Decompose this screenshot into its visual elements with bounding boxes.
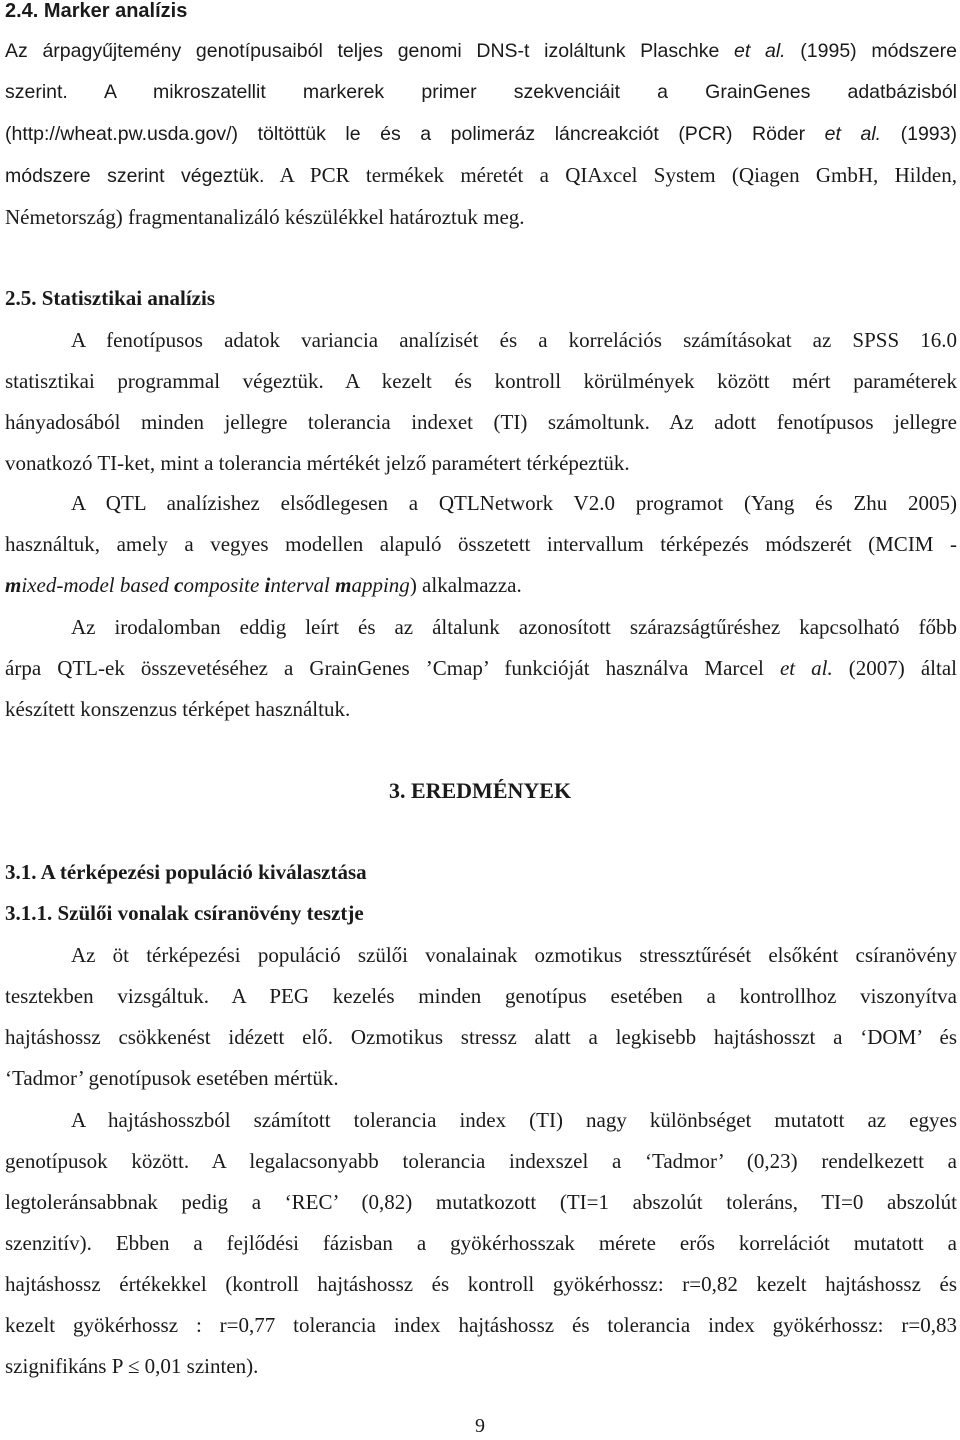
paragraph-statistical-analysis <box>5 320 957 484</box>
text-line: készített konszenzus térképet használtuk. <box>5 697 351 721</box>
chapter-heading-results: 3. EREDMÉNYEK <box>388 778 572 803</box>
text-line: használtuk, amely a vegyes modellen alapuló összetett intervallum térképezés módszerét (MCIM - <box>5 532 957 556</box>
text-line: Németország) fragmentanalizáló készülékkel határoztuk meg. <box>5 205 525 229</box>
text-line: szignifikáns P ≤ 0,01 szinten). <box>5 1354 259 1378</box>
section-heading-3-1: 3.1. A térképezési populáció kiválasztása <box>5 860 367 884</box>
text-line: legtoleránsabbnak pedig a ‘REC’ (0,82) mutatkozott (TI=1 abszolút toleráns, TI=0 abszolút <box>5 1190 957 1214</box>
text-line: Az irodalomban eddig leírt és az általunk azonosított szárazságtűréshez kapcsolható főbb <box>71 615 957 639</box>
paragraph-tolerance-index <box>5 1100 957 1387</box>
section-heading-2-4: 2.4. Marker analízis <box>5 0 188 22</box>
text-line: szenzitív). Ebben a fejlődési fázisban a gyökérhosszak mérete erős korrelációt mutatott a <box>5 1231 957 1255</box>
paragraph-consensus-map <box>5 607 957 730</box>
text-line: A hajtáshosszból számított tolerancia index (TI) nagy különbséget mutatott az egyes <box>71 1108 957 1132</box>
text-line: árpa QTL-ek összevetéséhez a GrainGenes ’Cmap’ funkcióját használva Marcel et al. (2007) által <box>5 656 957 680</box>
text-line: kezelt gyökérhossz : r=0,77 tolerancia index hajtáshossz és tolerancia index gyökérhossz: r=0,83 <box>5 1313 957 1337</box>
text-line: hajtáshossz értékekkel (kontroll hajtáshossz és kontroll gyökérhossz: r=0,82 kezelt hajtáshossz és <box>5 1272 957 1296</box>
page-number: 9 <box>475 1415 485 1437</box>
text-line: tesztekben vizsgáltuk. A PEG kezelés minden genotípus esetében a kontrollhoz viszonyítva <box>5 984 957 1008</box>
section-heading-2-5: 2.5. Statisztikai analízis <box>5 286 216 310</box>
text-line: genotípusok között. A legalacsonyabb tolerancia indexszel a ‘Tadmor’ (0,23) rendelkezett a <box>5 1149 957 1173</box>
text-line: vonatkozó TI-ket, mint a tolerancia mértékét jelző paramétert térképeztük. <box>5 451 630 475</box>
text-line: hányadosából minden jellegre tolerancia indexet (TI) számoltunk. Az adott fenotípusos jellegre <box>5 410 957 434</box>
paragraph-marker-analysis <box>5 30 957 238</box>
text-line: hajtáshossz csökkenést idézett elő. Ozmotikus stressz alatt a legkisebb hajtáshosszt a ‘DOM’ és <box>5 1025 957 1049</box>
paragraph-qtl-analysis <box>5 483 957 606</box>
text-line: Az árpagyűjtemény genotípusaiból teljes genomi DNS-t izoláltunk Plaschke et al. (1995) módszere <box>5 40 957 62</box>
text-line: A fenotípusos adatok variancia analízisét és a korrelációs számításokat az SPSS 16.0 <box>71 328 957 352</box>
section-heading-3-1-1: 3.1.1. Szülői vonalak csíranövény tesztje <box>5 901 364 925</box>
paragraph-seedling-test <box>5 935 957 1099</box>
text-line: statisztikai programmal végeztük. A kezelt és kontroll körülmények között mért paraméterek <box>5 369 957 393</box>
text-line: ‘Tadmor’ genotípusok esetében mértük. <box>5 1066 339 1090</box>
text-line: A QTL analízishez elsődlegesen a QTLNetwork V2.0 programot (Yang és Zhu 2005) <box>71 491 957 515</box>
text-line: módszere szerint végeztük. A PCR termékek méretét a QIAxcel System (Qiagen GmbH, Hilden, <box>5 163 957 187</box>
text-line: Az öt térképezési populáció szülői vonalainak ozmotikus stressztűrését elsőként csíranövény <box>71 943 957 967</box>
text-line: mixed-model based composite interval mapping) alkalmazza. <box>5 573 522 597</box>
text-line: (http://wheat.pw.usda.gov/) töltöttük le és a polimeráz láncreakciót (PCR) Röder et al. (1993) <box>5 123 957 145</box>
text-line: szerint. A mikroszatellit markerek primer szekvenciáit a GrainGenes adatbázisból <box>5 81 957 103</box>
